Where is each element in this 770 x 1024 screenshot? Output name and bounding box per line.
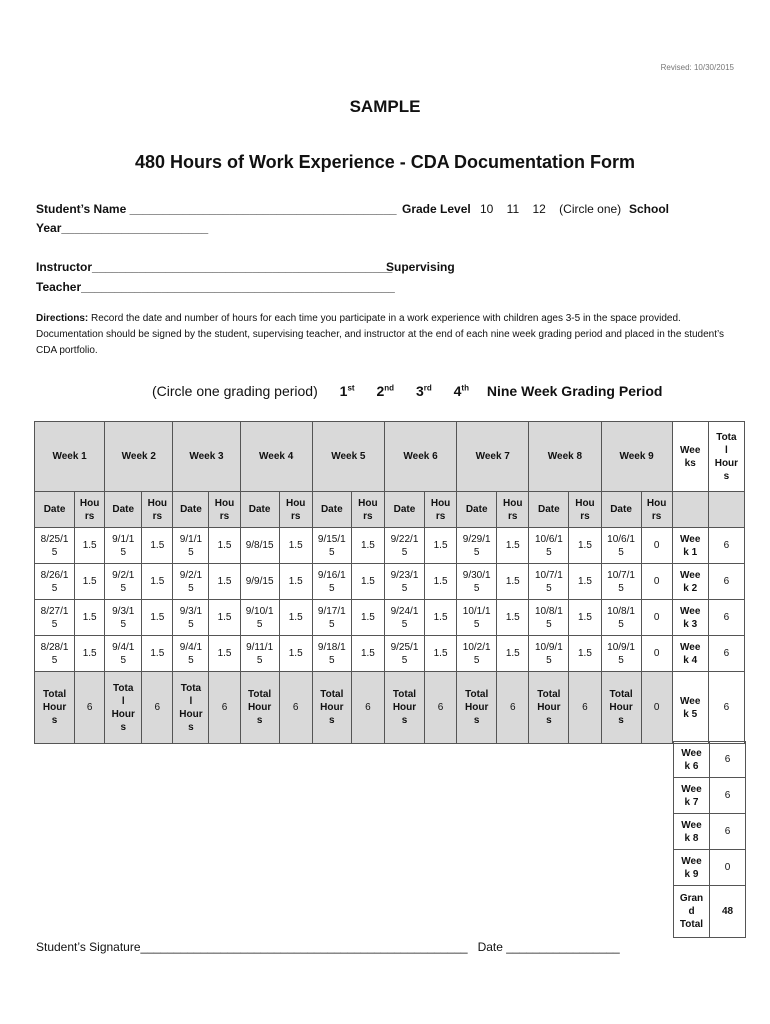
total-hours-column-header: Tota l Hour s <box>708 422 744 492</box>
date-cell[interactable]: 10/9/1 5 <box>601 636 641 672</box>
summary-week-value[interactable]: 6 <box>708 528 744 564</box>
date-cell[interactable]: 10/6/1 5 <box>529 528 569 564</box>
teacher-row <box>36 280 395 294</box>
table-row <box>35 564 745 600</box>
grading-period-row <box>152 383 662 399</box>
summary-week-value[interactable]: 6 <box>708 636 744 672</box>
hours-cell[interactable]: 0 <box>641 564 672 600</box>
total-hours-value[interactable]: 6 <box>279 672 312 744</box>
student-name-field[interactable]: ________________________________________ <box>126 202 397 216</box>
hours-cell[interactable]: 1.5 <box>425 528 457 564</box>
summary-week-label: Wee k 6 <box>674 742 710 778</box>
hours-header: Hou rs <box>497 492 529 528</box>
hours-header: Hou rs <box>75 492 105 528</box>
date-cell[interactable]: 9/3/1 5 <box>105 600 142 636</box>
hours-cell[interactable]: 1.5 <box>497 600 529 636</box>
hours-cell[interactable]: 1.5 <box>569 600 601 636</box>
date-cell[interactable]: 9/15/1 5 <box>312 528 351 564</box>
supervising-label: Supervising <box>386 260 455 274</box>
summary-week-label: Wee k 7 <box>674 778 710 814</box>
hours-cell[interactable]: 0 <box>641 600 672 636</box>
table-row <box>35 528 745 564</box>
date-header: Date <box>601 492 641 528</box>
date-cell[interactable]: 10/6/1 5 <box>601 528 641 564</box>
hours-header: Hou rs <box>351 492 384 528</box>
hours-cell[interactable]: 1.5 <box>497 636 529 672</box>
period-option-1st[interactable]: 1st <box>339 383 355 399</box>
total-hours-value[interactable]: 6 <box>425 672 457 744</box>
hours-cell[interactable]: 1.5 <box>279 564 312 600</box>
date-header: Date <box>384 492 424 528</box>
week-header-4: Week 4 <box>240 422 312 492</box>
date-cell[interactable]: 9/9/15 <box>240 564 279 600</box>
directions-text: Record the date and number of hours for each time you participate in a work experience with children ages 3-5 in the space provided. Documentation should be signed by the student, supervising teacher, and instructor at the end of each nine week grading period and placed in the student’s CDA portfolio. <box>36 313 725 356</box>
total-hours-value[interactable]: 0 <box>641 672 672 744</box>
student-name-label: Student’s Name <box>36 202 127 216</box>
hours-cell[interactable]: 1.5 <box>209 636 240 672</box>
hours-header: Hou rs <box>425 492 457 528</box>
hours-cell[interactable]: 1.5 <box>75 636 105 672</box>
date-header: Date <box>35 492 75 528</box>
date-cell[interactable]: 10/1/1 5 <box>457 600 497 636</box>
directions <box>36 311 736 359</box>
date-header: Date <box>529 492 569 528</box>
period-option-4th[interactable]: 4th <box>453 383 469 399</box>
hours-cell[interactable]: 1.5 <box>209 564 240 600</box>
week-header-9: Week 9 <box>601 422 672 492</box>
total-hours-value[interactable]: 6 <box>497 672 529 744</box>
hours-cell[interactable]: 1.5 <box>425 564 457 600</box>
date-cell[interactable]: 8/26/1 5 <box>35 564 75 600</box>
total-hours-value[interactable]: 6 <box>569 672 601 744</box>
date-cell[interactable]: 8/27/1 5 <box>35 600 75 636</box>
total-hours-label: Total Hour s <box>529 672 569 744</box>
summary-row <box>674 850 746 886</box>
hours-cell[interactable]: 1.5 <box>142 636 173 672</box>
total-hours-value[interactable]: 6 <box>351 672 384 744</box>
date-cell[interactable]: 9/25/1 5 <box>384 636 424 672</box>
hours-cell[interactable]: 1.5 <box>351 600 384 636</box>
weeks-column-header: Wee ks <box>672 422 708 492</box>
summary-week-label: Wee k 2 <box>672 564 708 600</box>
date-cell[interactable]: 9/4/1 5 <box>173 636 209 672</box>
hours-cell[interactable]: 1.5 <box>75 564 105 600</box>
date-cell[interactable]: 8/28/1 5 <box>35 636 75 672</box>
total-hours-value[interactable]: 6 <box>75 672 105 744</box>
grand-total-label: Gran d Total <box>674 886 710 938</box>
week-header-7: Week 7 <box>457 422 529 492</box>
school-label: School <box>629 202 670 216</box>
total-hours-label: Total Hour s <box>312 672 351 744</box>
date-cell[interactable]: 9/4/1 5 <box>105 636 142 672</box>
student-name-row <box>36 202 397 216</box>
date-header: Date <box>105 492 142 528</box>
date-cell[interactable]: 9/29/1 5 <box>457 528 497 564</box>
form-title: 480 Hours of Work Experience - CDA Documentation Form <box>134 152 636 172</box>
week-header-2: Week 2 <box>105 422 173 492</box>
date-cell[interactable]: 9/11/1 5 <box>240 636 279 672</box>
total-hours-label: Total Hour s <box>384 672 424 744</box>
grade-level-label: Grade Level <box>402 202 471 216</box>
hours-cell[interactable]: 1.5 <box>497 528 529 564</box>
date-cell[interactable]: 9/8/15 <box>240 528 279 564</box>
signature-row <box>36 940 620 954</box>
total-row <box>35 672 745 744</box>
hours-cell[interactable]: 1.5 <box>569 564 601 600</box>
hours-header: Hou rs <box>569 492 601 528</box>
date-cell[interactable]: 8/25/1 5 <box>35 528 75 564</box>
date-cell[interactable]: 9/2/1 5 <box>173 564 209 600</box>
summary-week-label: Wee k 3 <box>672 600 708 636</box>
hours-cell[interactable]: 1.5 <box>425 600 457 636</box>
total-hours-label: Total Hour s <box>240 672 279 744</box>
date-cell[interactable]: 10/7/1 5 <box>601 564 641 600</box>
total-hours-label: Total Hour s <box>601 672 641 744</box>
total-hours-label: Tota l Hour s <box>173 672 209 744</box>
grade-level-options[interactable]: 10 11 12 (Circle one) <box>480 202 622 216</box>
week-header-1: Week 1 <box>35 422 105 492</box>
signature-date-label: Date <box>477 940 503 954</box>
teacher-label: Teacher <box>36 280 82 294</box>
date-cell[interactable]: 9/2/1 5 <box>105 564 142 600</box>
hours-cell[interactable]: 1.5 <box>497 564 529 600</box>
hours-cell[interactable]: 1.5 <box>351 528 384 564</box>
date-cell[interactable]: 10/8/1 5 <box>529 600 569 636</box>
directions-label: Directions: <box>36 313 89 324</box>
hours-cell[interactable]: 1.5 <box>279 636 312 672</box>
date-cell[interactable]: 9/17/1 5 <box>312 600 351 636</box>
date-cell[interactable]: 10/9/1 5 <box>529 636 569 672</box>
date-cell[interactable]: 10/2/1 5 <box>457 636 497 672</box>
hours-cell[interactable]: 1.5 <box>351 636 384 672</box>
instructor-label: Instructor <box>36 260 93 274</box>
date-header: Date <box>312 492 351 528</box>
hours-cell[interactable]: 1.5 <box>279 528 312 564</box>
date-cell[interactable]: 9/10/1 5 <box>240 600 279 636</box>
summary-week-value[interactable]: 6 <box>710 742 746 778</box>
week-header-3: Week 3 <box>173 422 240 492</box>
hours-header: Hou rs <box>209 492 240 528</box>
grand-total-value[interactable]: 48 <box>710 886 746 938</box>
sample-heading: SAMPLE <box>349 97 421 116</box>
hours-table <box>34 421 745 744</box>
summary-week-value[interactable]: 6 <box>708 672 744 744</box>
date-cell[interactable]: 10/7/1 5 <box>529 564 569 600</box>
summary-week-value[interactable]: 6 <box>708 564 744 600</box>
blank-header <box>708 492 744 528</box>
summary-table <box>673 741 746 938</box>
hours-cell[interactable]: 1.5 <box>75 600 105 636</box>
instructor-field[interactable]: _____________________________________________ <box>92 260 393 274</box>
hours-cell[interactable]: 1.5 <box>279 600 312 636</box>
hours-cell[interactable]: 1.5 <box>142 564 173 600</box>
hours-header: Hou rs <box>142 492 173 528</box>
hours-cell[interactable]: 1.5 <box>209 528 240 564</box>
summary-row <box>674 778 746 814</box>
hours-cell[interactable]: 1.5 <box>142 600 173 636</box>
table-row <box>35 600 745 636</box>
hours-cell[interactable]: 0 <box>641 528 672 564</box>
summary-week-label: Wee k 1 <box>672 528 708 564</box>
date-cell[interactable]: 9/23/1 5 <box>384 564 424 600</box>
summary-week-value[interactable]: 6 <box>710 814 746 850</box>
summary-week-label: Wee k 5 <box>672 672 708 744</box>
revised-date: Revised: 10/30/2015 <box>660 63 734 72</box>
hours-header: Hou rs <box>279 492 312 528</box>
summary-row <box>674 886 746 938</box>
hours-cell[interactable]: 1.5 <box>351 564 384 600</box>
date-header: Date <box>457 492 497 528</box>
year-row <box>36 221 208 235</box>
summary-row <box>674 742 746 778</box>
date-cell[interactable]: 10/8/1 5 <box>601 600 641 636</box>
total-hours-value[interactable]: 6 <box>209 672 240 744</box>
hours-cell[interactable]: 1.5 <box>569 636 601 672</box>
date-cell[interactable]: 9/3/1 5 <box>173 600 209 636</box>
date-cell[interactable]: 9/30/1 5 <box>457 564 497 600</box>
summary-week-label: Wee k 8 <box>674 814 710 850</box>
date-header: Date <box>173 492 209 528</box>
total-hours-value[interactable]: 6 <box>142 672 173 744</box>
teacher-field[interactable]: _______________________________________________ <box>81 280 395 294</box>
total-hours-label: Total Hour s <box>35 672 75 744</box>
grading-period-suffix: Nine Week Grading Period <box>486 383 663 399</box>
date-cell[interactable]: 9/1/1 5 <box>173 528 209 564</box>
signature-label: Student’s Signature <box>36 940 141 954</box>
summary-week-label: Wee k 4 <box>672 636 708 672</box>
hours-cell[interactable]: 0 <box>641 636 672 672</box>
signature-field[interactable]: _________________________________________________ <box>140 940 468 954</box>
date-cell[interactable]: 9/22/1 5 <box>384 528 424 564</box>
hours-cell[interactable]: 1.5 <box>569 528 601 564</box>
grading-period-prefix: (Circle one grading period) <box>152 383 318 399</box>
summary-week-value[interactable]: 6 <box>710 778 746 814</box>
total-hours-label: Tota l Hour s <box>105 672 142 744</box>
summary-week-label: Wee k 9 <box>674 850 710 886</box>
blank-header <box>672 492 708 528</box>
year-label: Year <box>36 221 62 235</box>
period-option-3rd[interactable]: 3rd <box>415 383 432 399</box>
year-field[interactable]: ______________________ <box>61 221 209 235</box>
hours-header: Hou rs <box>641 492 672 528</box>
date-cell[interactable]: 9/24/1 5 <box>384 600 424 636</box>
summary-week-value[interactable]: 0 <box>710 850 746 886</box>
hours-cell[interactable]: 1.5 <box>75 528 105 564</box>
period-option-2nd[interactable]: 2nd <box>376 383 395 399</box>
date-header: Date <box>240 492 279 528</box>
hours-cell[interactable]: 1.5 <box>425 636 457 672</box>
date-cell[interactable]: 9/18/1 5 <box>312 636 351 672</box>
date-cell[interactable]: 9/1/1 5 <box>105 528 142 564</box>
week-header-5: Week 5 <box>312 422 384 492</box>
total-hours-label: Total Hour s <box>457 672 497 744</box>
summary-row <box>674 814 746 850</box>
date-cell[interactable]: 9/16/1 5 <box>312 564 351 600</box>
instructor-row <box>36 260 392 274</box>
week-header-8: Week 8 <box>529 422 601 492</box>
summary-week-value[interactable]: 6 <box>708 600 744 636</box>
hours-cell[interactable]: 1.5 <box>142 528 173 564</box>
table-row <box>35 636 745 672</box>
hours-cell[interactable]: 1.5 <box>209 600 240 636</box>
signature-date-field[interactable]: _________________ <box>502 940 620 954</box>
week-header-6: Week 6 <box>384 422 456 492</box>
